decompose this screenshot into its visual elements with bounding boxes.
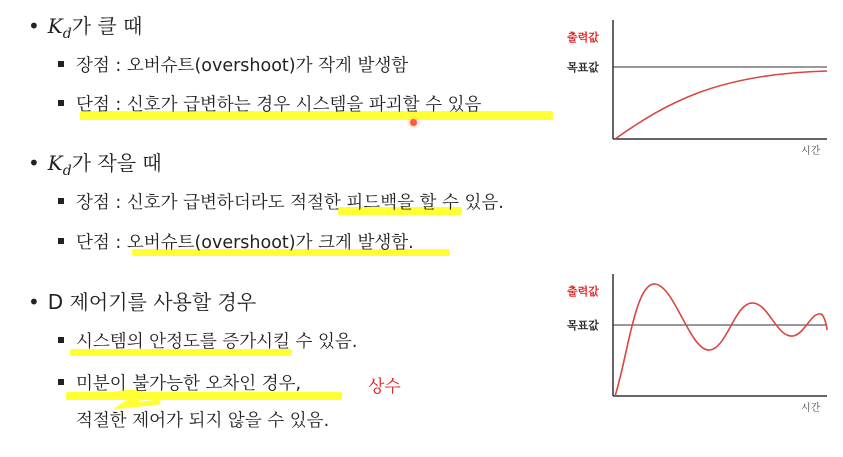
section2-pro: 장점 : 신호가 급변하더라도 적절한 피드백을 할 수 있음. — [58, 189, 504, 214]
kd-symbol: $K_d$ — [47, 14, 72, 42]
response-curve — [615, 71, 827, 139]
section1-heading: • $K_d$가 클 때 — [28, 14, 143, 42]
target-label: 목표값 — [567, 319, 599, 332]
section2-heading: • $K_d$가 작을 때 — [28, 151, 162, 179]
section3-item2-continued: 적절한 제어가 되지 않을 수 있음. — [76, 411, 330, 431]
section1-pro: 장점 : 오버슈트(overshoot)가 작게 발생함 — [58, 52, 408, 77]
y-axis-label: 출력값 — [567, 31, 599, 44]
section3-item1: 시스템의 안정도를 증가시킬 수 있음. — [58, 328, 357, 353]
section3-heading: • D 제어기를 사용할 경우 — [28, 290, 257, 314]
response-graph-large-overshoot — [555, 270, 840, 415]
kd-symbol: $K_d$ — [47, 151, 72, 179]
section1-con: 단점 : 신호가 급변하는 경우 시스템을 파괴할 수 있음 — [58, 91, 481, 116]
section3-item2: 미분이 불가능한 오차인 경우, — [58, 370, 301, 395]
x-axis-label: 시간 — [801, 146, 821, 157]
response-graph-small-overshoot — [555, 14, 840, 159]
section2-heading-text: 가 작을 때 — [71, 151, 162, 175]
response-curve — [615, 284, 827, 396]
y-axis-label: 출력값 — [567, 285, 599, 298]
section2-con: 단점 : 오버슈트(overshoot)가 크게 발생함. — [58, 229, 414, 254]
laser-pointer-dot — [410, 119, 417, 126]
x-axis-label: 시간 — [801, 403, 821, 414]
target-label: 목표값 — [567, 61, 599, 74]
section1-heading-text: 가 클 때 — [71, 14, 143, 38]
handwritten-note: 상수 — [368, 377, 401, 397]
